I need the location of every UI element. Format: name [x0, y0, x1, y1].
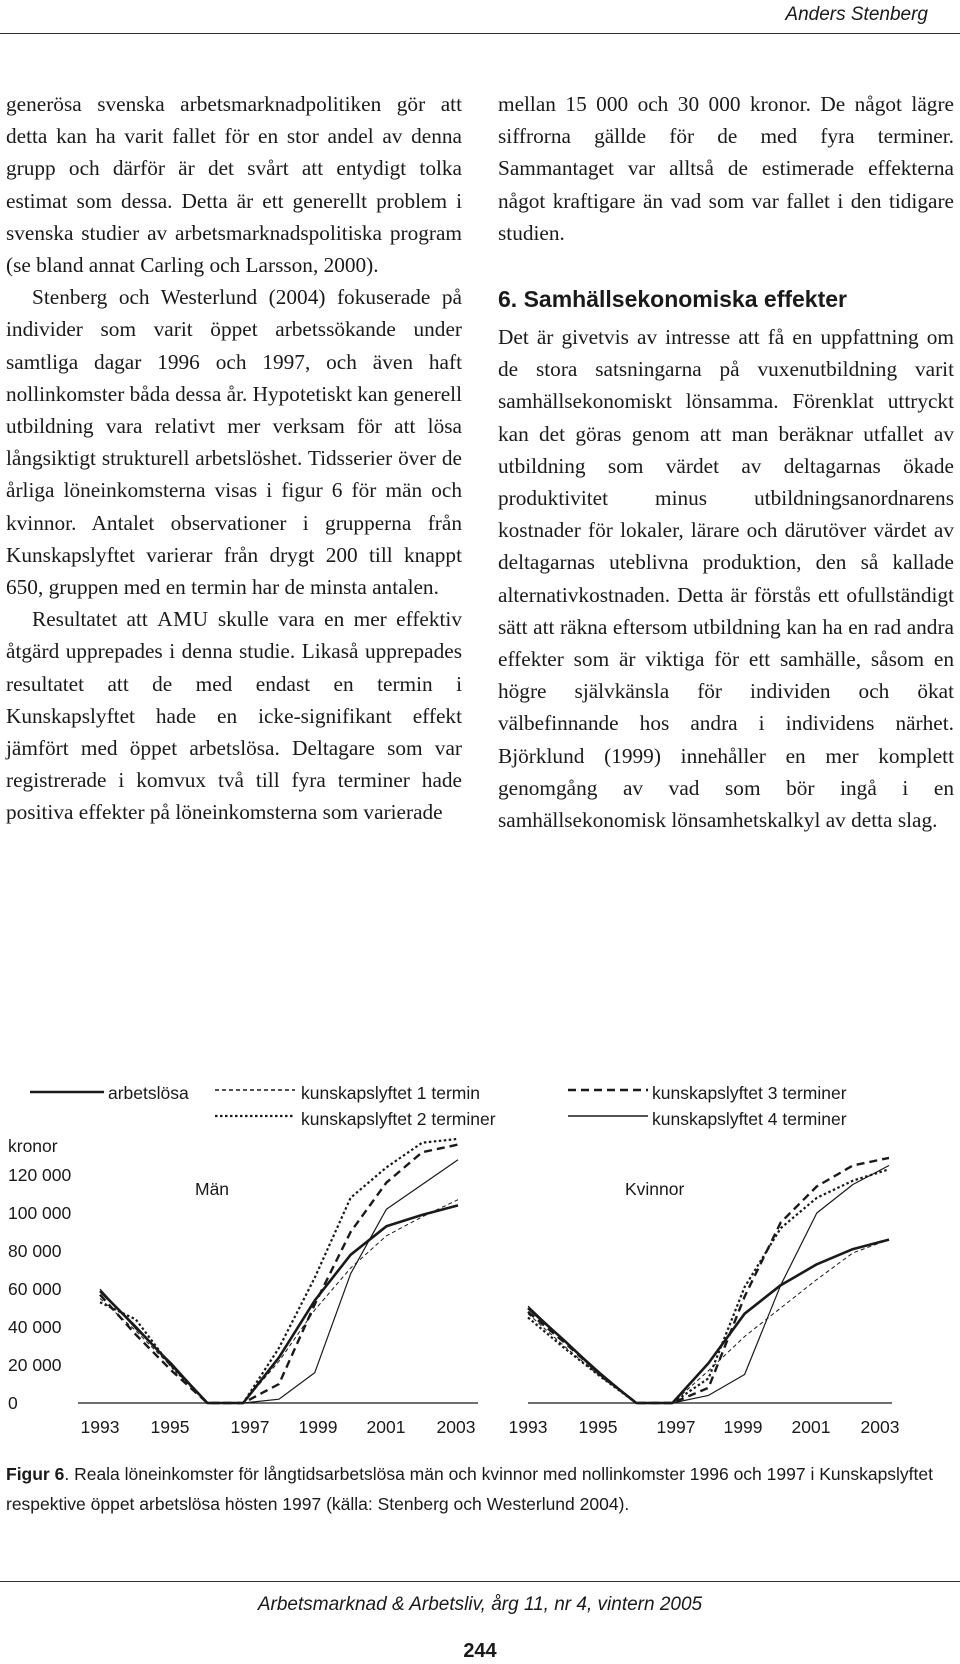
x-tick-label: 1997	[230, 1417, 270, 1437]
paragraph-3	[6, 603, 462, 828]
x-tick-label: 1999	[298, 1417, 338, 1437]
x-tick-label: 1999	[723, 1417, 763, 1437]
running-header: Anders Stenberg	[785, 4, 928, 25]
y-tick-label: 60 000	[8, 1279, 62, 1299]
figure-caption	[6, 1459, 956, 1519]
amu-abbreviation: AMU	[157, 607, 209, 632]
left-column	[6, 88, 462, 829]
series-line-arbetslösa	[100, 1205, 458, 1403]
y-tick-label: 120 000	[8, 1165, 72, 1185]
paragraph-continuation: mellan 15 000 och 30 000 kronor. De något lägre siffrorna gällde för de med fyra terminer. Sammantaget var alltså de estimerade effekterna något kraftigare än vad som var fallet i den tidigare studien.	[498, 92, 954, 245]
series-line-kunskapslyftet-2-terminer	[528, 1169, 889, 1403]
panel-women	[509, 1158, 900, 1437]
series-line-kunskapslyftet-1-termin	[528, 1240, 889, 1403]
legend-label-4: kunskapslyftet 3 terminer	[652, 1083, 847, 1103]
panel-title: Män	[195, 1179, 230, 1199]
caption-label: Figur 6	[6, 1464, 65, 1484]
y-tick-label: 0	[8, 1393, 18, 1413]
x-tick-label: 2003	[436, 1417, 476, 1437]
x-tick-label: 1995	[578, 1417, 618, 1437]
series-line-kunskapslyftet-3-terminer	[100, 1145, 458, 1403]
paragraph-3-rest: skulle vara en mer effektiv åtgärd upprepades i denna studie. Likaså upprepades resultatet att de med endast en termin i Kunskapslyftet hade en icke-signifikant effekt jämfört med öppet arbetslösa. Deltagare som var registrerade i komvux två till fyra terminer hade positiva effekter på löneinkomsterna som varierade	[6, 607, 462, 825]
series-line-kunskapslyftet-4-terminer	[100, 1160, 458, 1403]
series-line-kunskapslyftet-1-termin	[100, 1200, 458, 1403]
caption-text: . Reala löneinkomster för långtidsarbetslösa män och kvinnor med nollinkomster 1996 och 1997 i Kunskapslyftet respektive öppet arbetslösa hösten 1997 (källa: Stenberg och Westerlund 2004).	[6, 1464, 934, 1514]
legend-label-5: kunskapslyftet 4 terminer	[652, 1109, 847, 1129]
legend-label-1: arbetslösa	[108, 1083, 189, 1103]
paragraph-3-start: Resultatet att	[32, 607, 158, 632]
paragraph-2: Stenberg och Westerlund (2004) fokuserade på individer som varit öppet arbetssökande under samtliga dagar 1996 och 1997, och även haft nollinkomster båda dessa år. Hypotetiskt kan generell utbildning vara relativt mer verksam för att lösa långsiktigt strukturell arbetslöshet. Tidsserier över de årliga löneinkomsterna visas i figur 6 för män och kvinnor. Antalet observationer i grupperna från Kunskapslyftet varierar från drygt 200 till knappt 650, gruppen med en termin har de minsta antalen.	[6, 285, 462, 600]
chart-panels	[78, 1139, 899, 1437]
y-tick-label: 40 000	[8, 1317, 62, 1337]
y-tick-label: 100 000	[8, 1203, 72, 1223]
journal-footer: Arbetsmarknad & Arbetsliv, årg 11, nr 4, vintern 2005	[257, 1594, 703, 1615]
legend-label-3: kunskapslyftet 2 terminer	[301, 1109, 496, 1129]
series-line-kunskapslyftet-3-terminer	[528, 1158, 889, 1403]
section-paragraph: Det är givetvis av intresse att få en uppfattning om de stora satsningarna på vuxenutbildning varit samhällsekonomiskt lönsamma. Förenklat uttryckt kan det göras genom att man beräknar utfallet av utbildning som värdet av deltagarnas ökade produktivitet minus utbildningsanordnarens kostnader för lokaler, lärare och därutöver värdet av deltagarnas uteblivna produktion, den så kallade alternativkostnaden. Detta är förstås ett ofullständigt sätt att räkna eftersom utbildning kan ha en rad andra effekter som är viktiga för ett samhälle, såsom en högre självkänsla för individen och ökat välbefinnande hos andra i individens närhet. Björklund (1999) innehåller en mer komplett genomgång av vad som bör ingå i en samhällsekonomisk lönsamhetskalkyl av detta slag.	[498, 325, 954, 833]
x-tick-label: 1993	[80, 1417, 120, 1437]
panel-title: Kvinnor	[625, 1179, 685, 1199]
x-tick-label: 1995	[150, 1417, 190, 1437]
x-tick-label: 2001	[366, 1417, 406, 1437]
page-number: 244	[463, 1640, 497, 1662]
series-line-kunskapslyftet-2-terminer	[100, 1139, 458, 1403]
header-rule	[0, 33, 960, 34]
y-axis-label: kronor	[8, 1136, 58, 1156]
income-line-chart	[0, 1070, 960, 1440]
y-axis	[8, 1136, 72, 1413]
x-tick-label: 2001	[791, 1417, 831, 1437]
series-line-arbetslösa	[528, 1240, 889, 1403]
chart-legend	[30, 1083, 847, 1129]
x-tick-label: 1993	[508, 1417, 548, 1437]
section-heading: 6. Samhällsekonomiska effekter	[498, 286, 847, 313]
legend-label-2: kunskapslyftet 1 termin	[301, 1083, 480, 1103]
figure-6	[0, 1070, 960, 1440]
y-tick-label: 80 000	[8, 1241, 62, 1261]
x-tick-label: 1997	[656, 1417, 696, 1437]
panel-men	[78, 1139, 478, 1437]
footer-rule	[0, 1581, 960, 1582]
y-tick-label: 20 000	[8, 1355, 62, 1375]
series-line-kunskapslyftet-4-terminer	[528, 1166, 889, 1404]
right-column	[498, 88, 954, 836]
paragraph-1: generösa svenska arbetsmarknadpolitiken gör att detta kan ha varit fallet för en stor andel av denna grupp och därför är det svårt att entydigt tolka estimat som dessa. Detta är ett generellt problem i svenska studier av arbetsmarknadspolitiska program (se bland annat Carling och Larsson, 2000).	[6, 92, 462, 278]
x-tick-label: 2003	[860, 1417, 900, 1437]
